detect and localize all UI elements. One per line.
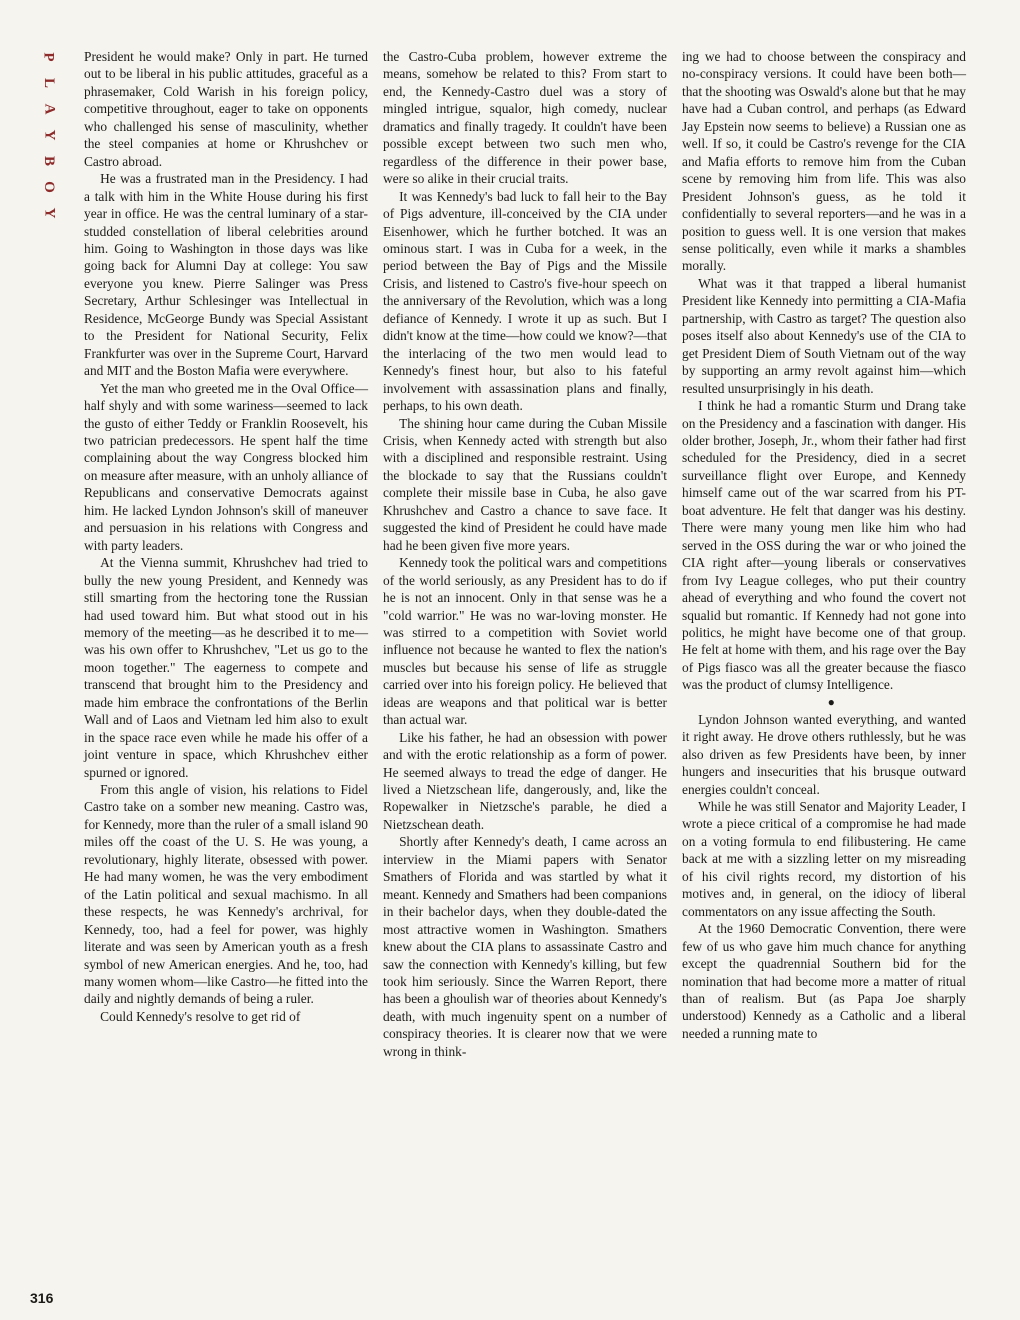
section-divider: ● — [827, 694, 835, 709]
paragraph: Lyndon Johnson wanted everything, and wanted it right away. He drove others ruthlessly, but he was also driven as few Presidents have been, by inner hungers and insecurities that his brusque outward energies couldn't conceal. — [682, 711, 966, 797]
column-3 — [682, 48, 966, 1042]
paragraph: Kennedy took the political wars and competitions of the world seriously, as any President has to do if he is not an innocent. Only in that sense was he a "cold warrior." He was no war-loving monster. He was stirred to a competition with Soviet world influence not because he wanted to flex the nation's muscles but because his sense of life as struggle carried over into his foreign policy. He believed that ideas are weapons and that political war is better than actual war. — [383, 555, 667, 728]
paragraph: Like his father, he had an obsession with power and with the erotic relationship as a form of power. He seemed always to tread the edge of danger. He lived a Nietzschean life, dangerously, and, like the Ropewalker in Nietzsche's parable, he died a Nietzschean death. — [383, 729, 667, 832]
column-2 — [383, 48, 667, 1060]
paragraph: ing we had to choose between the conspiracy and no-conspiracy versions. It could have been both—that the shooting was Oswald's alone but that he may have had a Cuban control, and perhaps (as Edward Jay Epstein now seems to believe) a Russian one as well. If so, it could be Castro's revenge for the CIA and Mafia efforts to remove him from the Cuban scene by removing him from life. This was also President Johnson's guess, as he told it confidentially to several reporters—and he was in a position to guess well. It is one version that makes sense politically, even while it marks a shambles morally. — [682, 49, 966, 274]
paragraph: I think he had a romantic Sturm und Drang take on the Presidency and a fascination with danger. His older brother, Joseph, Jr., whom their father had first scheduled for the Presidency, died in a secret surveillance flight over Europe, and Kennedy himself came out of the war scarred from his PT-boat adventure. He felt that danger was his destiny. There were many young men like him who had served in the OSS during the war or who joined the CIA right after—young liberals or conservatives from Ivy League colleges, who put their country ahead of everything and who found the covert not squalid but romantic. If Kennedy had not gone into politics, he might have become one of that group. He felt at home with them, and his rage over the Bay of Pigs fiasco was all the greater because the fiasco was the product of clumsy Intelligence. — [682, 398, 966, 693]
column-1 — [84, 48, 368, 1025]
paragraph: President he would make? Only in part. He turned out to be liberal in his public attitudes, graceful as a phrasemaker, Cold Warish in his foreign policy, competitive throughout, eager to take on opponents who challenged his sense of masculinity, whether the steel companies at home or Khrushchev or Castro abroad. — [84, 49, 368, 169]
paragraph: At the Vienna summit, Khrushchev had tried to bully the new young President, and Kennedy was still smarting from the hectoring tone the Russian had used toward him. But what stood out in his memory of the meeting—as he described it to me—was his own offer to Khrushchev, "Let us go to the moon together." The eagerness to compete and transcend that brought him to the Presidency and made him embrace the confrontations of the Berlin Wall and of Laos and Vietnam led him also to exult in the space race even while he made his offer of a joint venture in space, which Khrushchev either spurned or ignored. — [84, 555, 368, 780]
masthead-letter: Y — [41, 129, 57, 141]
paragraph: Could Kennedy's resolve to get rid of — [100, 1008, 301, 1024]
paragraph: Shortly after Kennedy's death, I came across an interview in the Miami papers with Senator Smathers of Florida and was startled by what it meant. Kennedy and Smathers had been companions in their bachelor days, when they double-dated the most attractive women in Washington. Smathers knew about the CIA plans to assassinate Castro and saw the connection with Kennedy's killing, but few took him seriously. Since the Warren Report, there has been a ghoulish war of theories about Kennedy's death, with much ingenuity spent on a number of conspiracy theories. It is clearer now that we were wrong in think- — [383, 834, 667, 1059]
paragraph: What was it that trapped a liberal humanist President like Kennedy into permitting a CIA-Mafia partnership, with Castro as target? The question also poses itself also about Kennedy's use of the CIA to get President Diem of South Vietnam out of the way by supporting an army revolt against him—which resulted unsurprisingly in his death. — [682, 275, 966, 396]
paragraph: Yet the man who greeted me in the Oval Office—half shyly and with some wariness—seemed to lack the gusto of either Teddy or Franklin Roosevelt, his two patrician predecessors. He spent half the time complaining about the way Congress blocked him on measure after measure, with an unholy alliance of Republicans and conservative Democrats against him. He lacked Lyndon Johnson's skill of maneuver and persuasion in his relations with Congress and with party leaders. — [84, 380, 368, 553]
paragraph: He was a frustrated man in the Presidency. I had a talk with him in the White House during his first year in office. He was the central luminary of a star-studded constellation of liberal celebrities around him. Going to Washington in those days was like going back for Alumni Day at college: You saw everyone you knew. Pierre Salinger was Press Secretary, Arthur Schlesinger was Intellectual in Residence, McGeorge Bundy was Special Assistant to the President for National Security, Felix Frankfurter was over in the Supreme Court, Harvard and MIT and the Boston Mafia were everywhere. — [84, 171, 368, 379]
paragraph: It was Kennedy's bad luck to fall heir to the Bay of Pigs adventure, ill-conceived by the CIA under Eisenhower, which he further botched. It was an ominous start. I was in Cuba for a week, in the period between the Bay of Pigs and the Missile Crisis, and listened to Castro's five-hour speech on the anniversary of the Revolution, which was a long defiance of Kennedy. I wrote it up as such. But I didn't know at the time—how could we know?—that the interlacing of the two men would lead to Kennedy's finest hour, but also to his fateful involvement with assassination plans and finally, perhaps, to his own death. — [383, 188, 667, 414]
masthead — [34, 44, 64, 226]
masthead-letter: O — [40, 181, 57, 193]
page-number: 316 — [30, 1290, 54, 1306]
masthead-letter: B — [40, 155, 57, 167]
masthead-letter: A — [41, 103, 57, 115]
paragraph: the Castro-Cuba problem, however extreme the means, somehow be related to this? From start to end, the Kennedy-Castro duel was a story of mingled intrigue, squalor, high comedy, nuclear dramatics and finally tragedy. It couldn't have been possible except between two such men who, regardless of the difference in their power base, were so alike in their crucial traits. — [383, 49, 667, 187]
paragraph: At the 1960 Democratic Convention, there were few of us who gave him much chance for anything except the quadrennial Southern bid for the nomination that had become more a matter of ritual than of realism. But (as Papa Joe sharply understood) Kennedy as a Catholic and a liberal needed a running mate to — [682, 921, 966, 1041]
masthead-letter: Y — [41, 207, 57, 219]
masthead-letter: L — [40, 77, 57, 89]
paragraph: The shining hour came during the Cuban Missile Crisis, when Kennedy acted with strength but also with a disciplined and responsible restraint. Using the blockade to say that the Russians couldn't complete their missile base in Cuba, he also gave Khrushchev and Castro a chance to save face. It suggested the kind of President he could have made had he been given five more years. — [383, 415, 667, 553]
paragraph: From this angle of vision, his relations to Fidel Castro take on a somber new meaning. Castro was, for Kennedy, more than the ruler of a small island 90 miles off the coast of the U. S. He was young, a revolutionary, highly literate, obsessed with power. He had many women, he was the very embodiment of the Latin political and sexual machismo. In all these respects, he was Kennedy's archrival, for Kennedy, too, had a feel for power, was highly literate and was seen by American youth as a fresh symbol of new American energies. And he, too, had many women whom—like Castro—he fitted into the daily and nightly demands of being a ruler. — [84, 782, 368, 1007]
masthead-letter: P — [40, 52, 57, 62]
paragraph: While he was still Senator and Majority Leader, I wrote a piece critical of a compromise he had made on a voting formula to end filibustering. He came back at me with a sizzling letter on my misreading of his civil rights record, my distortion of his motives and, in general, on the idiocy of liberal commentators on any issue affecting the South. — [682, 799, 966, 919]
